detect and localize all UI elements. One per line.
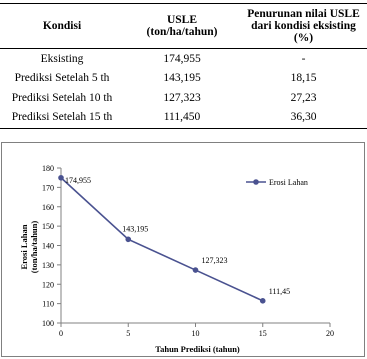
- data-point: [125, 237, 131, 243]
- data-label: 143,195: [122, 224, 149, 234]
- cell-kondisi: Eksisting: [40, 52, 84, 65]
- y-axis-label-line: (ton/ha/tahun): [29, 220, 39, 274]
- data-point: [58, 175, 64, 181]
- cell-usle: 111,450: [124, 108, 240, 128]
- cell-usle: 174,955: [163, 52, 201, 65]
- y-tick-label: 180: [42, 164, 54, 173]
- cell-penurunan: -: [301, 52, 306, 65]
- y-axis-label: [19, 221, 39, 274]
- cell-kondisi: Prediksi Setelah 10 th: [11, 91, 113, 104]
- y-tick-label: 120: [42, 280, 54, 290]
- data-label: 174,955: [65, 175, 91, 185]
- data-label: 127,323: [201, 256, 228, 266]
- header-usle: USLE (ton/ha/tahun): [124, 4, 240, 49]
- cell-penurunan: 27,23: [290, 91, 317, 104]
- cell-kondisi: Prediksi Setelah 15 th: [0, 108, 124, 128]
- data-point: [193, 267, 199, 273]
- x-tick-label: 0: [59, 329, 63, 338]
- data-label: 111,45: [268, 286, 291, 296]
- data-point: [260, 298, 266, 304]
- header-penurunan: Penurunan nilai USLE dari kondisi eksisting (%): [240, 4, 367, 49]
- legend-marker: [253, 179, 259, 185]
- x-tick-label: 15: [258, 329, 267, 338]
- y-tick-label: 170: [42, 183, 54, 193]
- cell-penurunan: 18,15: [290, 72, 317, 85]
- x-tick-label: 5: [126, 329, 131, 338]
- x-tick-label: 20: [326, 329, 334, 338]
- series-line-erosi-lahan: [61, 175, 263, 301]
- x-tick-label: 10: [191, 329, 200, 338]
- legend-label: Erosi Lahan: [269, 178, 308, 187]
- y-tick-label: 110: [42, 299, 54, 309]
- y-tick-label: 160: [42, 202, 54, 212]
- cell-kondisi: Prediksi Setelah 5 th: [14, 72, 110, 85]
- cell-usle: 143,195: [163, 72, 201, 85]
- cell-usle: 127,323: [163, 91, 201, 104]
- x-axis-label: Tahun Prediksi (tahun): [155, 344, 240, 354]
- cell-penurunan: 36,30: [240, 108, 367, 128]
- header-kondisi: Kondisi: [0, 4, 124, 49]
- y-tick-label: 130: [42, 260, 54, 270]
- y-tick-label: 150: [42, 222, 54, 232]
- y-tick-label: 140: [42, 241, 54, 251]
- y-axis-label-line: Erosi Lahan: [19, 224, 29, 270]
- y-tick-label: 100: [42, 319, 54, 328]
